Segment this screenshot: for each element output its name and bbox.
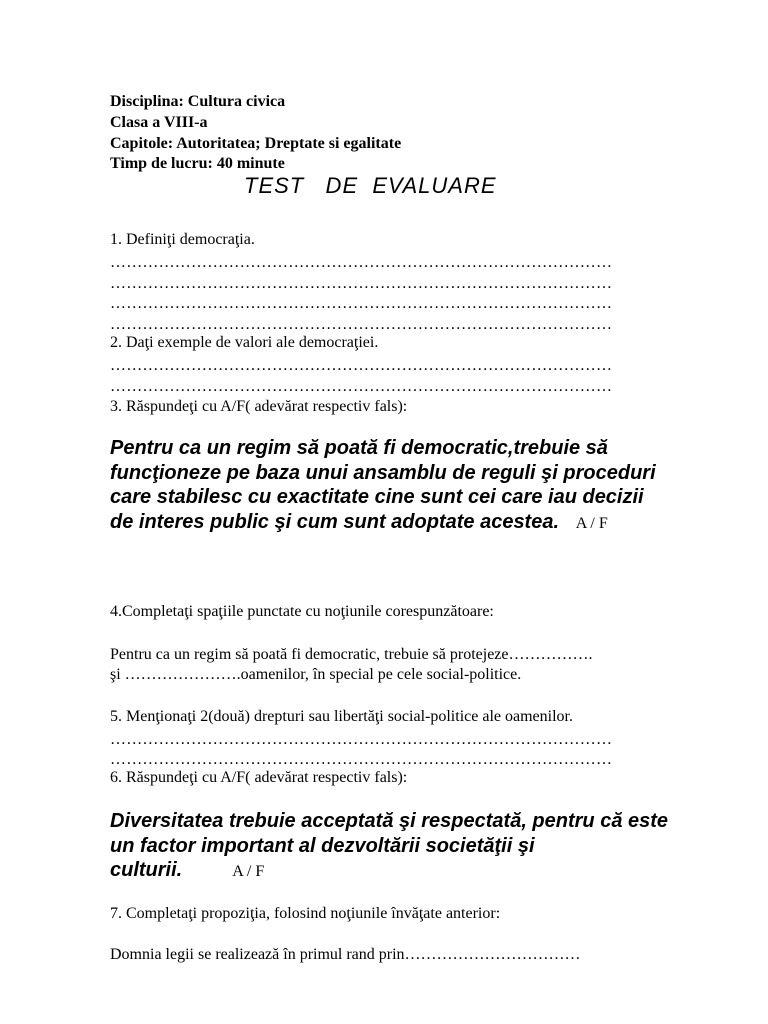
answer-line: ………………………………………………………………………………… bbox=[110, 731, 613, 748]
answer-line: ………………………………………………………………………………… bbox=[110, 254, 613, 271]
question-7-line-1: Domnia legii se realizează în primul rand prin…………………………… bbox=[110, 946, 581, 963]
true-false-answer: A / F bbox=[575, 514, 608, 532]
statement-text: Diversitatea trebuie acceptată şi respectată, pentru că este un factor important al dezvoltării societăţii şi culturii. bbox=[110, 810, 669, 881]
true-false-answer: A / F bbox=[232, 863, 265, 880]
question-4-line-2: şi ………………….oamenilor, în special pe cele social-politice. bbox=[110, 666, 522, 683]
question-6-statement bbox=[110, 809, 670, 885]
question-7: 7. Completaţi propoziţia, folosind noţiunile învăţate anterior: bbox=[110, 905, 501, 922]
answer-line: ………………………………………………………………………………… bbox=[110, 751, 613, 768]
page-title: TEST DE EVALUARE bbox=[244, 173, 497, 198]
header-capitole: Capitole: Autoritatea; Dreptate si egalitate bbox=[110, 135, 402, 152]
answer-line: ………………………………………………………………………………… bbox=[110, 357, 613, 374]
answer-line: ………………………………………………………………………………… bbox=[110, 295, 613, 312]
statement-text: Pentru ca un regim să poată fi democratic,trebuie să funcţioneze pe baza unui ansamblu de reguli şi proceduri care stabilesc cu exactitate cine sunt cei care iau decizii de interes public şi cum sunt adoptate acestea. bbox=[110, 437, 656, 533]
question-3: 3. Răspundeţi cu A/F( adevărat respectiv fals): bbox=[110, 398, 408, 415]
answer-line: ………………………………………………………………………………… bbox=[110, 378, 613, 395]
question-5: 5. Menţionaţi 2(două) drepturi sau libertăţi social-politice ale oamenilor. bbox=[110, 708, 573, 725]
answer-line: ………………………………………………………………………………… bbox=[110, 275, 613, 292]
question-3-statement bbox=[110, 436, 670, 536]
answer-line: ………………………………………………………………………………… bbox=[110, 316, 613, 333]
header-clasa: Clasa a VIII-a bbox=[110, 114, 208, 131]
question-6: 6. Răspundeţi cu A/F( adevărat respectiv fals): bbox=[110, 769, 408, 786]
question-4: 4.Completaţi spaţiile punctate cu noţiunile corespunzătoare: bbox=[110, 603, 494, 620]
question-2: 2. Daţi exemple de valori ale democraţiei. bbox=[110, 334, 379, 351]
question-1: 1. Definiţi democraţia. bbox=[110, 231, 255, 248]
header-timp: Timp de lucru: 40 minute bbox=[110, 155, 285, 172]
question-4-line-1: Pentru ca un regim să poată fi democratic, trebuie să protejeze……………. bbox=[110, 646, 593, 663]
header-disciplina: Disciplina: Cultura civica bbox=[110, 93, 286, 110]
